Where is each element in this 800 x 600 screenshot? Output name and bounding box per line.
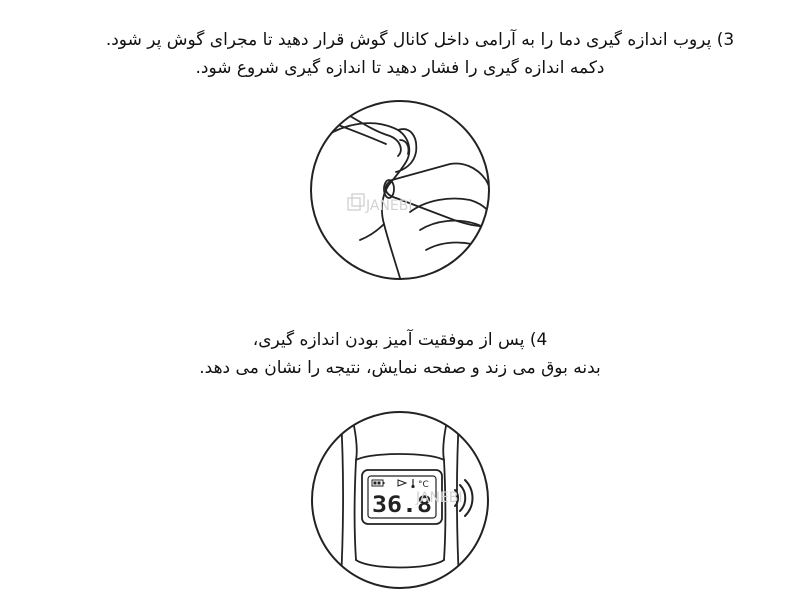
step4-instructions <box>0 326 800 382</box>
ear-measurement-illustration <box>300 100 500 280</box>
step3-line1: 3) پروب اندازه گیری دما را به آرامی داخل کانال گوش قرار دهید تا مجرای گوش پر شود. <box>105 30 735 50</box>
thermometer-display-illustration <box>310 400 490 600</box>
watermark-text-2: JANEBI <box>416 490 463 506</box>
temperature-reading: 36.8 <box>372 493 432 518</box>
step3-instructions <box>0 26 800 82</box>
step3-line2: دکمه اندازه گیری را فشار دهید تا اندازه گیری شروع شود. <box>195 58 605 78</box>
unit-label: °C <box>418 480 429 490</box>
watermark-text: JANEBI <box>366 198 413 214</box>
step4-line1: 4) پس از موفقیت آمیز بودن اندازه گیری، <box>252 330 548 350</box>
step4-line2: بدنه بوق می زند و صفحه نمایش، نتیجه را نشان می دهد. <box>199 358 601 378</box>
